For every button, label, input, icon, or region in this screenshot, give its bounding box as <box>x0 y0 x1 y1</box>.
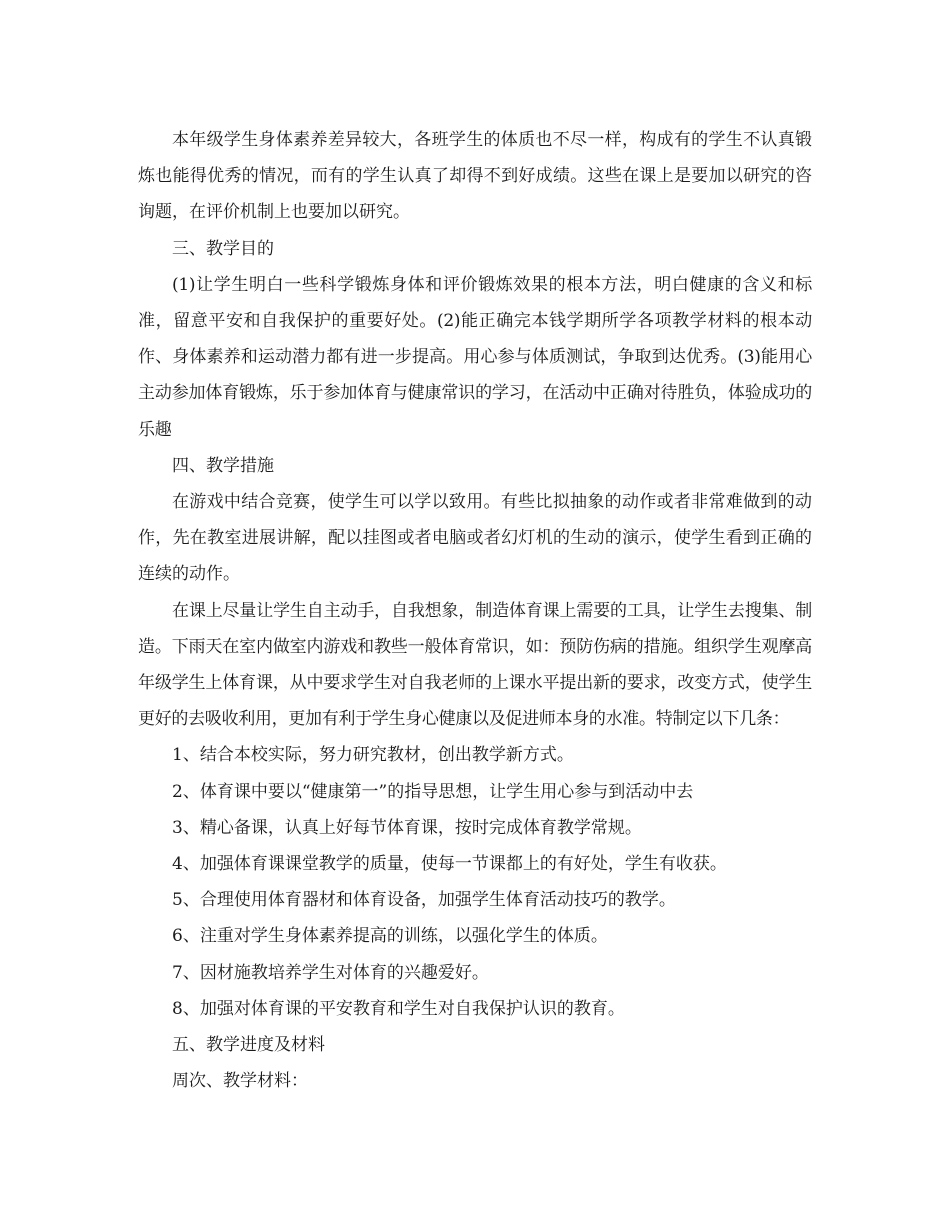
section-heading-progress-materials: 五、教学进度及材料 <box>172 1035 325 1056</box>
measure-item: 5、合理使用体育器材和体育设备，加强学生体育活动技巧的教学。 <box>172 890 676 911</box>
measure-item: 4、加强体育课课堂教学的质量，使每一节课都上的有好处，学生有收获。 <box>172 854 727 875</box>
section-heading-teaching-goals: 三、教学目的 <box>172 238 274 259</box>
paragraph-teaching-goals: (1)让学生明白一些科学锻炼身体和评价锻炼效果的根本方法，明白健康的含义和标准，留意平安和自我保护的重要好处。(2)能正确完本钱学期所学各项教学材料的根本动作、身体素养和运动潜力都有进一步提高。用心参与体质测试，争取到达优秀。(3)能用心主动参加体育锻炼，乐于参加体育与健康常识的学习，在活动中正确对待胜负，体验成功的乐趣 <box>138 274 812 440</box>
paragraph-student-differences: 本年级学生身体素养差异较大，各班学生的体质也不尽一样，构成有的学生不认真锻炼也能得优秀的情况，而有的学生认真了却得不到好成绩。这些在课上是要加以研究的咨询题，在评价机制上也要加以研究。 <box>138 130 812 223</box>
measure-item: 3、精心备课，认真上好每节体育课，按时完成体育教学常规。 <box>172 817 642 838</box>
paragraph-games-competition: 在游戏中结合竞赛，使学生可以学以致用。有些比拟抽象的动作或者非常难做到的动作，先在教室进展讲解，配以挂图或者电脑或者幻灯机的生动的演示，使学生看到正确的连续的动作。 <box>138 492 812 585</box>
paragraph-student-initiative: 在课上尽量让学生自主动手，自我想象，制造体育课上需要的工具，让学生去搜集、制造。下雨天在室内做室内游戏和教些一般体育常识，如：预防伤病的措施。组织学生观摩高年级学生上体育课，从中要求学生对自我老师的上课水平提出新的要求，改变方式，使学生更好的去吸收利用，更加有利于学生身心健康以及促进师本身的水准。特制定以下几条： <box>138 600 812 730</box>
measure-item: 6、注重对学生身体素养提高的训练，以强化学生的体质。 <box>172 926 608 947</box>
schedule-label: 周次、教学材料： <box>172 1071 308 1092</box>
section-heading-teaching-measures: 四、教学措施 <box>172 455 274 476</box>
document-body <box>138 122 812 1099</box>
measure-item: 7、因材施教培养学生对体育的兴趣爱好。 <box>172 962 489 983</box>
measure-item: 1、结合本校实际，努力研究教材，创出教学新方式。 <box>172 745 574 766</box>
measure-item: 2、体育课中要以“健康第一”的指导思想，让学生用心参与到活动中去 <box>172 781 694 802</box>
measure-item: 8、加强对体育课的平安教育和学生对自我保护认识的教育。 <box>172 998 625 1019</box>
